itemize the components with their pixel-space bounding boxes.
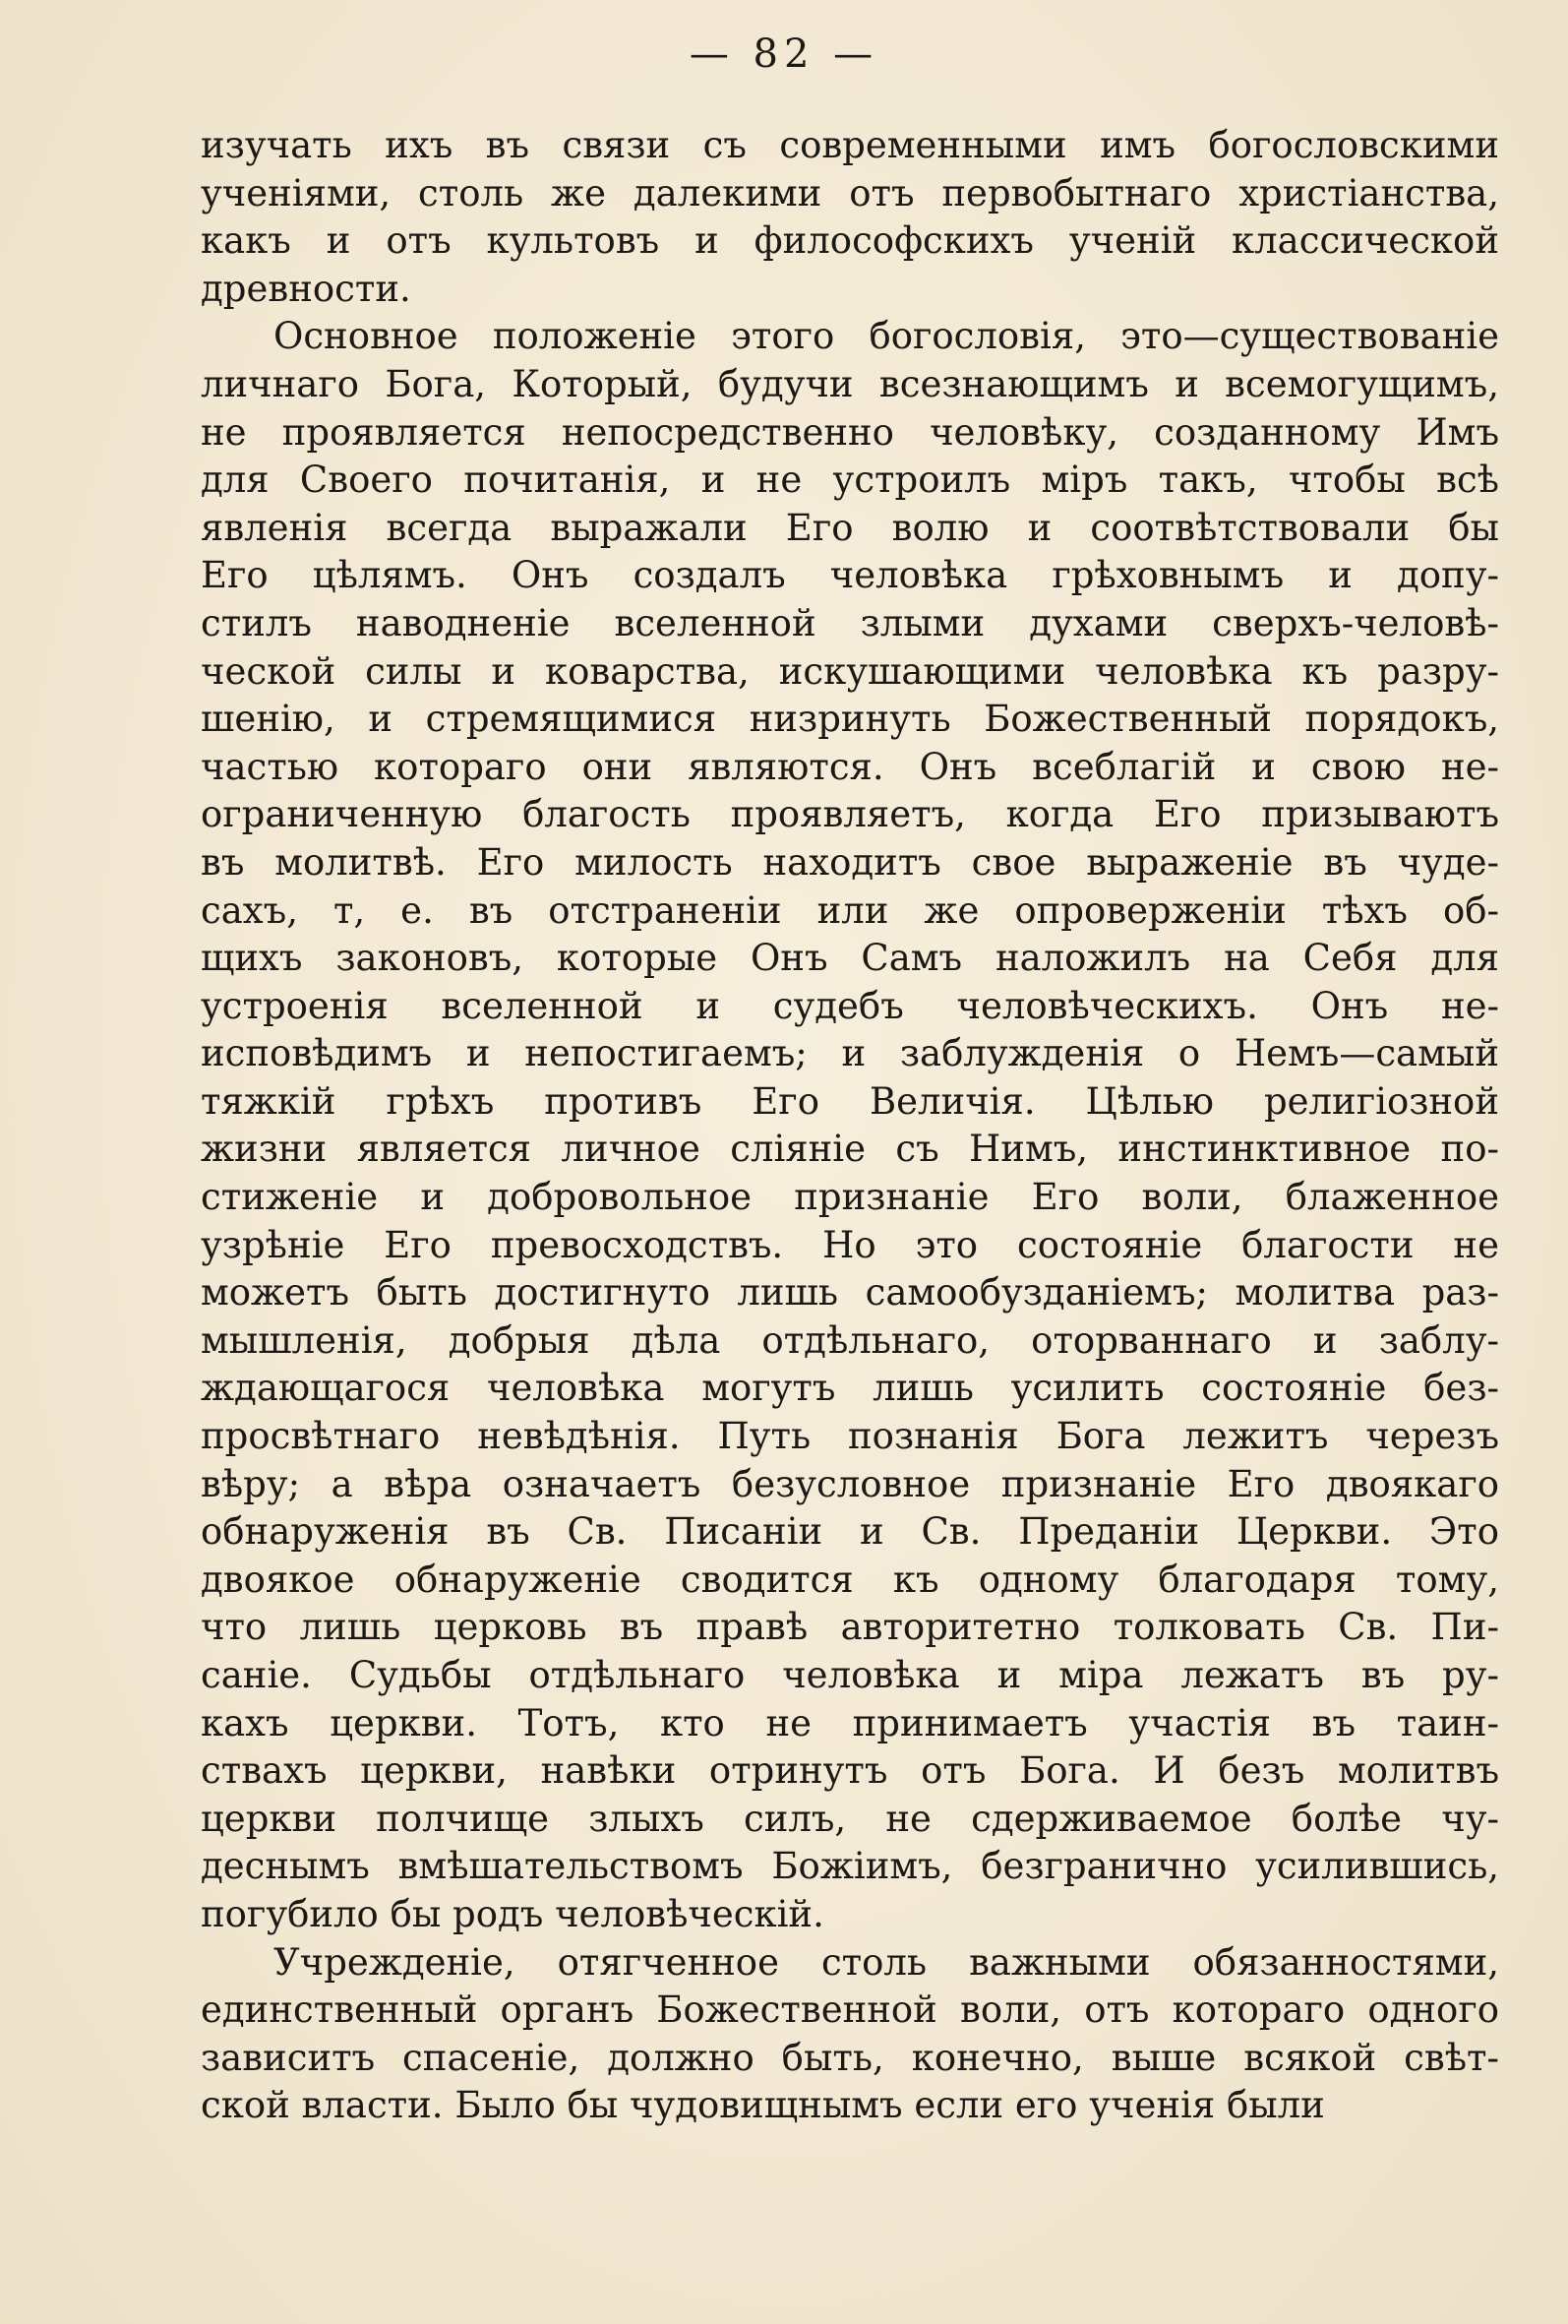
text-line: Учрежденіе, отягченное столь важными обязанностями, [273,1940,1499,1984]
text-line: церкви полчище злыхъ силъ, не сдерживаемое болѣе чу- [201,1797,1499,1840]
text-line: единственный органъ Божественной воли, отъ котораго одного [201,1988,1499,2032]
text-line: просвѣтнаго невѣдѣнія. Путь познанія Бога лежитъ черезъ [201,1415,1499,1458]
text-line: ученіями, столь же далекими отъ первобытнаго христіанства, [201,171,1499,214]
text-line: ждающагося человѣка могутъ лишь усилить состояніе без- [201,1367,1499,1410]
text-line: ческой силы и коварства, искушающими человѣка къ разру- [201,649,1499,693]
text-line: частью котораго они являются. Онъ всеблагій и свою не- [201,745,1499,788]
text-line: можетъ быть достигнуто лишь самообузданіемъ; молитва раз- [201,1271,1499,1315]
text-line: зависитъ спасеніе, должно быть, конечно, выше всякой свѣт- [201,2036,1499,2079]
text-line: ской власти. Было бы чудовищнымъ если его ученія были [201,2084,1325,2127]
text-line: стилъ наводненіе вселенной злыми духами сверхъ-человѣ- [201,601,1499,644]
text-line: исповѣдимъ и непостигаемъ; и заблужденія о Немъ—самый [201,1032,1499,1075]
text-line: обнаруженія въ Св. Писаніи и Св. Преданіи Церкви. Это [201,1510,1499,1554]
text-line: личнаго Бога, Который, будучи всезнающимъ и всемогущимъ, [201,362,1499,405]
paragraph [201,1939,1499,2130]
text-line: мышленія, добрыя дѣла отдѣльнаго, оторваннаго и заблу- [201,1318,1499,1362]
text-line: ограниченную благость проявляетъ, когда Его призываютъ [201,793,1499,836]
paragraph [201,313,1499,1938]
text-line: ствахъ церкви, навѣки отринутъ отъ Бога. И безъ молитвъ [201,1749,1499,1793]
text-line: что лишь церковь въ правѣ авторитетно толковать Св. Пи- [201,1606,1499,1649]
text-line: для Своего почитанія, и не устроилъ міръ такъ, чтобы всѣ [201,459,1499,502]
text-line: жизни является личное сліяніе съ Нимъ, инстинктивное по- [201,1128,1499,1171]
text-line: погубило бы родъ человѣческій. [201,1892,824,1935]
paragraph [201,122,1499,313]
text-line: явленія всегда выражали Его волю и соотвѣтствовали бы [201,506,1499,549]
text-line: древности. [201,267,411,310]
page-number: — 82 — [689,31,879,77]
text-line: двоякое обнаруженіе сводится къ одному благодаря тому, [201,1558,1499,1601]
text-line: саніе. Судьбы отдѣльнаго человѣка и міра лежатъ въ ру- [201,1654,1499,1696]
text-line: изучать ихъ въ связи съ современными имъ богословскими [201,124,1499,166]
text-line: въ молитвѣ. Его милость находитъ свое выраженіе въ чуде- [201,840,1499,884]
text-line: кахъ церкви. Тотъ, кто не принимаетъ участія въ таин- [201,1701,1499,1744]
text-line: тяжкій грѣхъ противъ Его Величія. Цѣлью религіозной [201,1079,1499,1123]
text-line: устроенія вселенной и судебъ человѣческихъ. Онъ не- [201,984,1499,1027]
text-line: деснымъ вмѣшательствомъ Божіимъ, безгранично усилившись, [201,1845,1499,1888]
text-line: шенію, и стремящимися низринуть Божественный порядокъ, [201,698,1499,741]
text-line: Основное положеніе этого богословія, это—существованіе [273,315,1499,358]
text-line: сахъ, т, е. въ отстраненіи или же опроверженіи тѣхъ об- [201,888,1499,932]
text-line: какъ и отъ культовъ и философскихъ ученій классической [201,219,1499,263]
text-line: стиженіе и добровольное признаніе Его воли, блаженное [201,1176,1499,1219]
text-line: щихъ законовъ, которые Онъ Самъ наложилъ на Себя для [201,937,1499,980]
text-line: узрѣніе Его превосходствъ. Но это состояніе благости не [201,1223,1499,1266]
text-line: Его цѣлямъ. Онъ создалъ человѣка грѣховнымъ и допу- [201,554,1499,597]
text-line: вѣру; а вѣра означаетъ безусловное признаніе Его двоякаго [201,1462,1499,1505]
text-line: не проявляется непосредственно человѣку, созданному Имъ [201,410,1499,454]
body-text [201,122,1499,2130]
